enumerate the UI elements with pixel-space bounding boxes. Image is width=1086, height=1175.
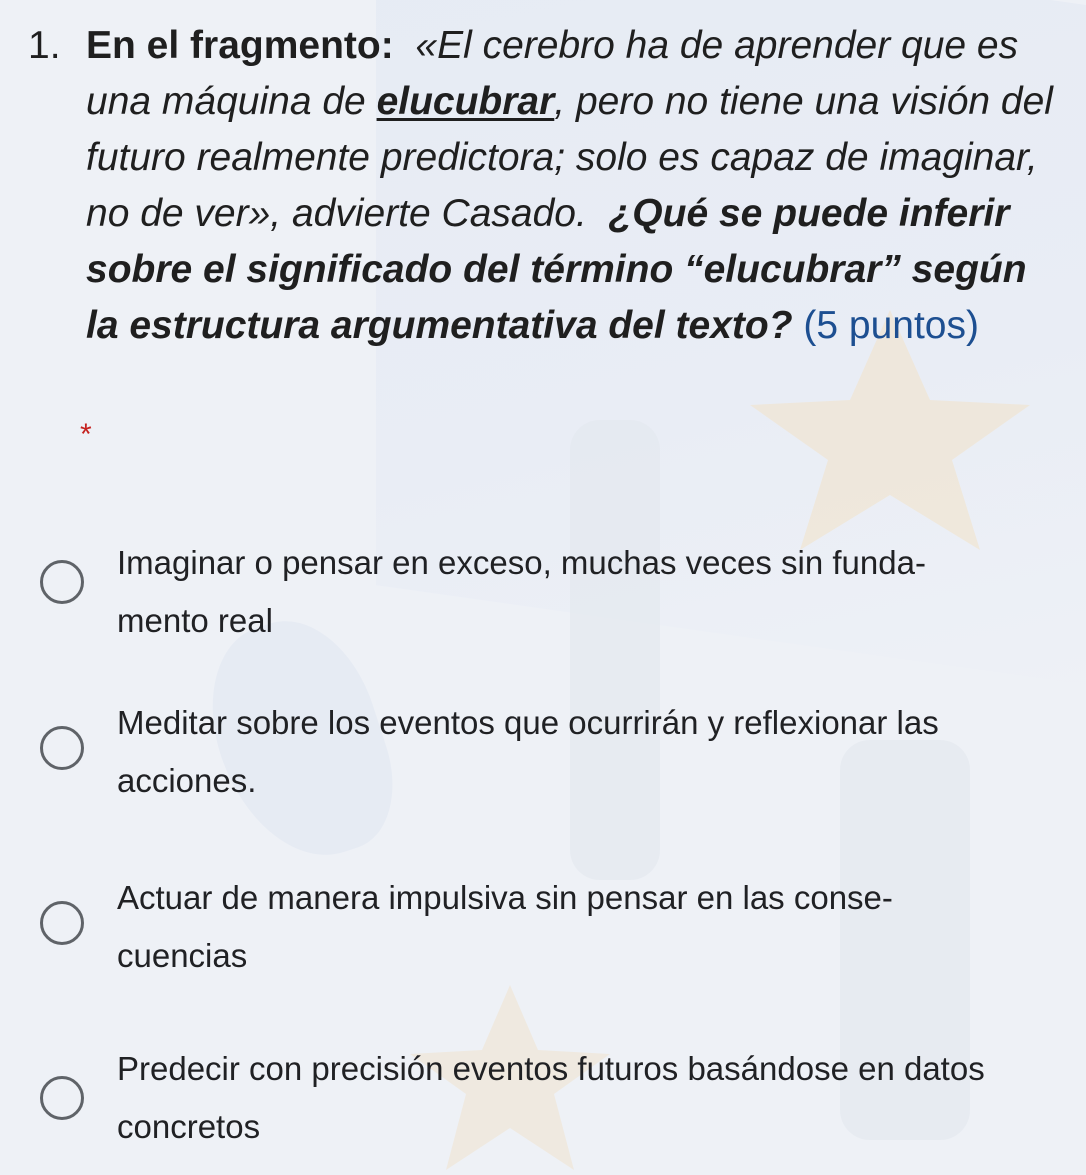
question-quote-term: elucubrar: [376, 80, 555, 123]
option-1[interactable]: [40, 534, 1040, 664]
question-label: En el fragmento:: [86, 24, 394, 67]
question-quote-end: , pero no tiene una visión del futuro realmente predictora; solo es capaz de imaginar, no de ver», advierte Casado.: [86, 80, 1053, 235]
option-label: Meditar sobre los eventos que ocurrirán y reflexionar las acciones.: [117, 704, 939, 799]
question-number: 1.: [28, 24, 61, 67]
option-label: Actuar de manera impulsiva sin pensar en las conse-cuencias: [117, 879, 893, 974]
radio-unchecked-icon[interactable]: [40, 1076, 84, 1120]
option-2[interactable]: [40, 694, 1040, 824]
option-label: Predecir con precisión eventos futuros basándose en datos concretos: [117, 1050, 985, 1145]
option-4[interactable]: [40, 1040, 1040, 1170]
option-3[interactable]: [40, 869, 1040, 999]
required-marker: *: [80, 418, 92, 451]
question-text: [86, 18, 1061, 354]
question-prompt: ¿Qué se puede inferir sobre el significado del término “elucubrar” según la estructura argumentativa del texto?: [86, 192, 1027, 347]
radio-unchecked-icon[interactable]: [40, 560, 84, 604]
question-quote-start: «El cerebro ha de aprender que es una máquina de: [86, 24, 1019, 123]
radio-unchecked-icon[interactable]: [40, 726, 84, 770]
question-points: (5 puntos): [803, 304, 979, 347]
radio-unchecked-icon[interactable]: [40, 901, 84, 945]
option-label: Imaginar o pensar en exceso, muchas veces sin funda-mento real: [117, 544, 926, 639]
